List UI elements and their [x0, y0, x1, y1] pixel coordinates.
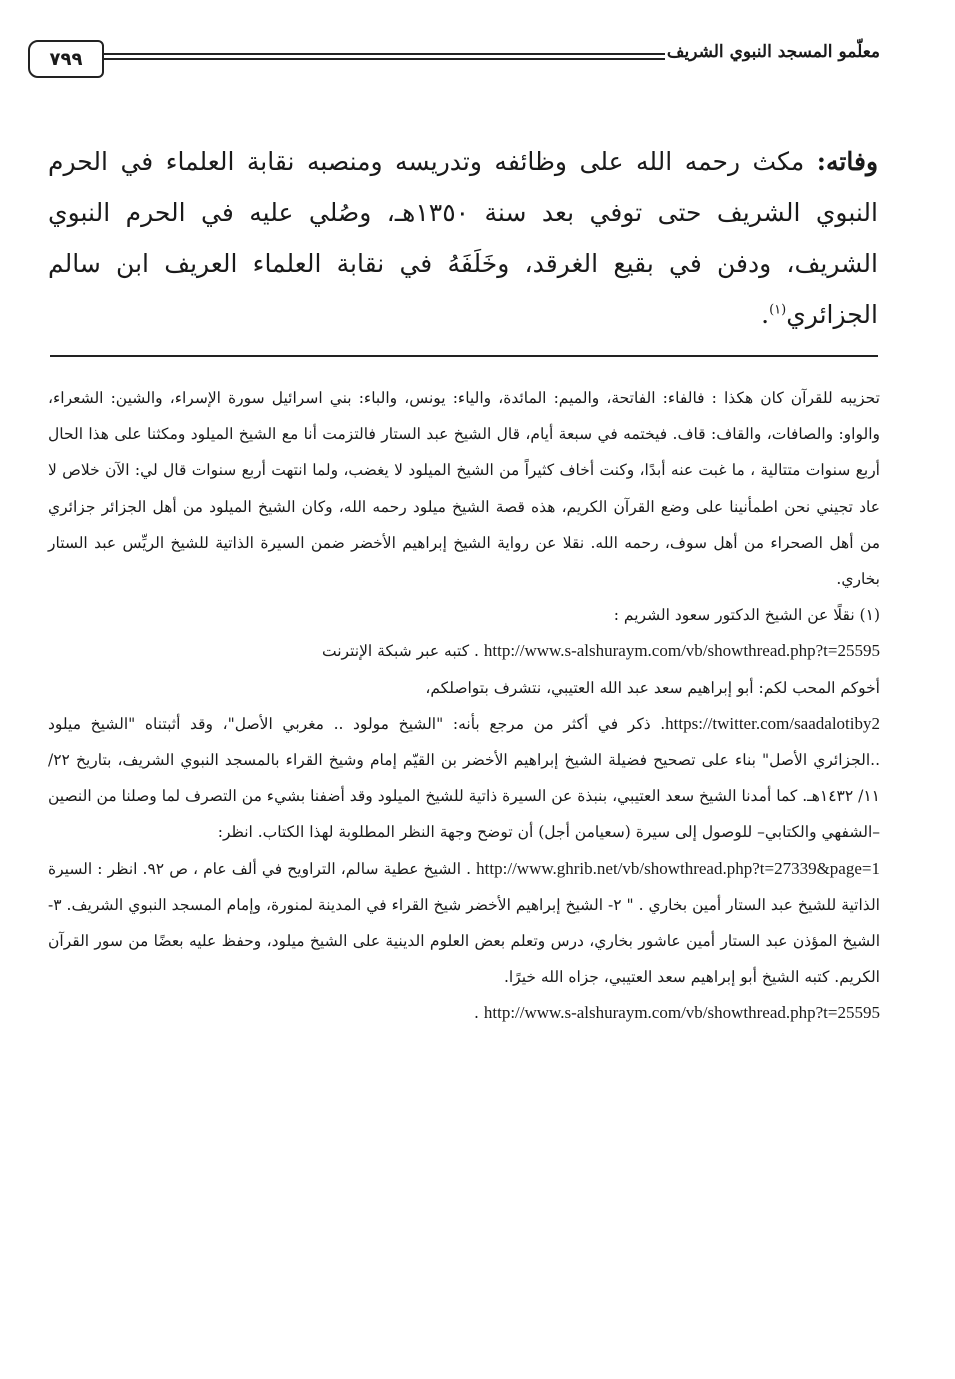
running-title: معلّمو المسجد النبوي الشريف	[666, 42, 880, 62]
url-link-1[interactable]: http://www.s-alshuraym.com/vb/showthread.php?t=25595	[483, 641, 880, 661]
url4-after: .	[474, 1004, 479, 1023]
main-text: مكث رحمه الله على وظائفه وتدريسه ومنصبه نقابة العلماء في الحرم النبوي الشريف حتى توفي بعد سنة ١٣٥٠هـ، وصُلي عليه في الحرم النبوي الشريف، ودفن في بقيع الغرقد، وخَلَفَهُ في نقابة العلماء العريف ابن سالم الجزائري	[48, 147, 878, 329]
page-number: ٧٩٩	[28, 40, 104, 78]
paragraph-4-text: . الشيخ عطية سالم، التراويح في ألف عام ، ص ٩٢. انظر : السيرة الذاتية للشيخ عبد الستار أمين بخاري . " ٢- الشيخ إبراهيم الأخضر شيخ القراء في المدينة لمنورة، وإمام المسجد النبوي الشريف. ٣- الشيخ المؤذن عبد الستار أمين عاشور بخاري، درس وتعلم بعض العلوم الدينية على الشيخ ميلود، وحفظ عليه بعضًا من سور القرآن الكريم. كتبه الشيخ أبو إبراهيم سعد العتيبي، جزاه الله خيرًا.	[48, 859, 880, 987]
page-header	[28, 38, 880, 82]
url1-after: . كتبه عبر شبكة الإنترنت	[322, 642, 479, 661]
header-rule-bottom	[102, 58, 665, 60]
footnotes	[48, 380, 880, 1032]
signoff: أخوكم المحب لكم: أبو إبراهيم سعد عبد الله العتيبي، نتشرف بتواصلكم،	[425, 678, 880, 697]
footnote-continuation: تحزيبه للقرآن كان هكذا : فالفاء: الفاتحة، والميم: المائدة، والياء: يونس، والباء: بني اسرائيل سورة الإسراء، والشين: الشعراء، والواو: والصافات، والقاف: قاف. فيختمه في سبعة أيام، قال الشيخ عبد الستار فالتزمت أنا مع الشيخ الميلود ومكثنا على هذا الحال أربع سنوات متتالية ، ما غبت عنه أبدًا، وكنت أخاف كثيراً من الشيخ الميلود لا يغضب، ولما انتهت أربع سنوات قال لي: الآن خلاص لا عاد تجيني نحن اطمأنينا على وضع القرآن الكريم، هذه قصة الشيخ ميلود رحمه الله، وكان الشيخ الميلود من أهل الجزائر جزائري من أهل الصحراء من أهل سوف، رحمه الله. نقلا عن رواية الشيخ إبراهيم الأخضر ضمن السيرة الذاتية للشيخ الريِّس عبد الستار بخاري.	[48, 389, 880, 589]
main-end: .	[761, 300, 770, 329]
url-link-2[interactable]: https://twitter.com/saadalotiby2	[665, 713, 880, 733]
header-rule-top	[102, 53, 665, 55]
death-label: وفاته:	[816, 147, 879, 176]
paragraph-3-text: . ذكر في أكثر من مرجع بأنه: "الشيخ مولود .. مغربي الأصل"، وقد أثبتناه "الشيخ ميلود ..الجزائري الأصل" بناء على تصحيح فضيلة الشيخ إبراهيم الأخضر بن القيّم إمام وشيخ القراء بالمسجد النبوي الشريف، بتاريخ ٢٢/ ١١/ ١٤٣٢هـ. كما أمدنا الشيخ سعد العتيبي، بنبذة عن السيرة ذاتية للشيخ الميلود وقد أضفنا بشيء من التصرف لما وصلنا من النصين –الشفهي والكتابي– للوصول إلى سيرة (سعيامن أجل) أن توضح وجهة النظر المطلوبة لهذا الكتاب. انظر:	[48, 714, 881, 842]
url-link-4[interactable]: http://www.s-alshuraym.com/vb/showthread.php?t=25595	[483, 1003, 880, 1023]
footnote-paragraph-3	[48, 706, 880, 851]
footnote-last-line	[48, 995, 880, 1031]
footnote-ref: (١)	[769, 302, 787, 318]
footnote-1-label: (١) نقلًا عن الشيخ الدكتور سعود الشريم :	[613, 606, 880, 625]
url-link-3[interactable]: http://www.ghrib.net/vb/showthread.php?t=27339&page=1	[476, 858, 880, 878]
footnote-line	[48, 633, 880, 669]
footnote-paragraph-4	[48, 851, 880, 996]
footnote-separator	[50, 355, 878, 357]
main-paragraph	[48, 136, 878, 340]
